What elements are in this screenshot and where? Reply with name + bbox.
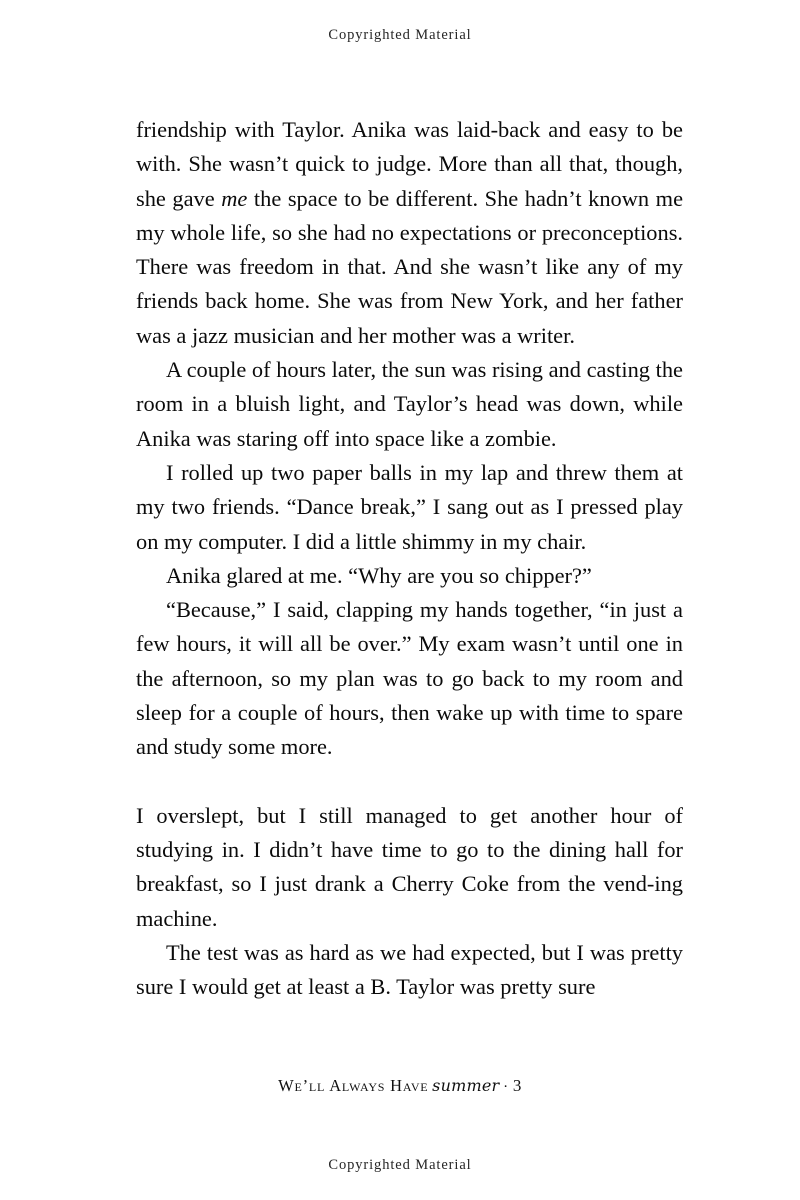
paragraph: I rolled up two paper balls in my lap and threw them at my two friends. “Dance break,” I sang out as I pressed play on my computer. I did a little shimmy in my chair. xyxy=(136,459,683,554)
emphasis-word: me xyxy=(221,185,248,211)
paragraph-text-part: the space to be different. She hadn’t known me my whole life, so she had no expectations or preconceptions. There was freedom in that. And she wasn’t like any of my friends back home. She was from New York, and her father was a jazz musician and her mother was a writer. xyxy=(136,185,684,348)
paragraph-text-part: friendship with Taylor. Anika was laid-back and easy to be with. She wasn’t quick to judge. More than all that, though, she gave xyxy=(136,117,683,211)
page-footer xyxy=(0,1076,800,1096)
paragraph: “Because,” I said, clapping my hands together, “in just a few hours, it will all be over.” My exam wasn’t until one in the afternoon, so my plan was to go back to my room and sleep for a couple of hours, then wake up with time to spare and study some more. xyxy=(136,597,683,760)
paragraph: The test was as hard as we had expected, but I was pretty sure I would get at least a B. Taylor was pretty sure xyxy=(136,939,683,1000)
paragraph: Anika glared at me. “Why are you so chipper?” xyxy=(166,562,592,588)
running-title: We’ll Always Have xyxy=(278,1076,429,1095)
paragraph: A couple of hours later, the sun was rising and casting the room in a bluish light, and Taylor’s head was down, while Anika was staring off into space like a zombie. xyxy=(136,357,683,451)
page-number: 3 xyxy=(512,1076,522,1095)
copyright-notice-top: Copyrighted Material xyxy=(328,27,472,43)
footer-separator: · xyxy=(503,1079,510,1095)
paragraph xyxy=(136,113,683,353)
page-body-text xyxy=(136,113,683,1004)
copyright-notice-bottom: Copyrighted Material xyxy=(328,1157,472,1173)
paragraph: I overslept, but I still managed to get another hour of studying in. I didn’t have time to go to the dining hall for breakfast, so I just drank a Cherry Coke from the vend-ing machine. xyxy=(136,802,683,931)
running-title-script: summer xyxy=(432,1076,500,1095)
